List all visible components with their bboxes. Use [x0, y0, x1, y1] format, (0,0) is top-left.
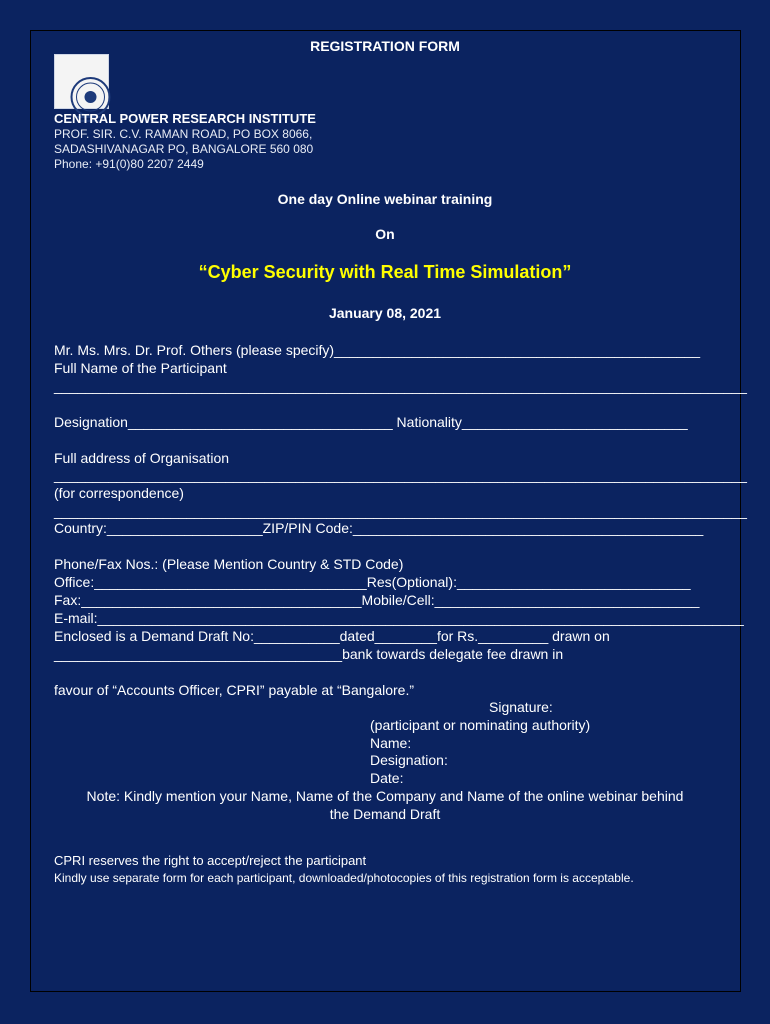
full-name-label: Full Name of the Participant: [54, 360, 227, 376]
email-field[interactable]: E-mail:___________________________________________________________________________________: [54, 610, 744, 626]
event-headline: “Cyber Security with Real Time Simulation”: [198, 262, 572, 282]
full-name-field[interactable]: _________________________________________________________________________________________: [54, 378, 747, 394]
phone-fax-label: Phone/Fax Nos.: (Please Mention Country & STD Code): [54, 556, 404, 572]
note-line1: Note: Kindly mention your Name, Name of the Company and Name of the online webinar behind: [86, 788, 684, 804]
demand-draft-field[interactable]: Enclosed is a Demand Draft No:___________dated________for Rs._________ drawn on: [54, 628, 610, 644]
org-phone: Phone: +91(0)80 2207 2449: [54, 157, 204, 171]
designation-nationality-field[interactable]: Designation__________________________________ Nationality_____________________________: [54, 414, 688, 430]
reserve-note: CPRI reserves the right to accept/reject the participant: [54, 853, 367, 868]
org-address-line1: PROF. SIR. C.V. RAMAN ROAD, PO BOX 8066,: [54, 127, 313, 141]
note-line2: the Demand Draft: [329, 806, 441, 822]
bank-field[interactable]: _____________________________________bank towards delegate fee drawn in: [54, 646, 564, 662]
event-on: On: [375, 226, 395, 242]
salutation-field[interactable]: Mr. Ms. Mrs. Dr. Prof. Others (please specify)_______________________________________________: [54, 342, 701, 358]
fax-mobile-field[interactable]: Fax:____________________________________Mobile/Cell:__________________________________: [54, 592, 700, 608]
separate-form-note: Kindly use separate form for each participant, downloaded/photocopies of this registration form is acceptable.: [54, 871, 634, 885]
form-title: REGISTRATION FORM: [310, 38, 460, 54]
signature-date: Date:: [370, 770, 404, 786]
address-label: Full address of Organisation: [54, 450, 230, 466]
office-res-field[interactable]: Office:___________________________________Res(Optional):______________________________: [54, 574, 691, 590]
address-field-2[interactable]: _________________________________________________________________________________________: [54, 503, 747, 519]
event-date: January 08, 2021: [328, 305, 442, 321]
org-name: CENTRAL POWER RESEARCH INSTITUTE: [54, 111, 316, 126]
signature-authority: (participant or nominating authority): [370, 717, 591, 733]
signature-label: Signature:: [489, 699, 553, 715]
address-field-1[interactable]: _________________________________________________________________________________________: [54, 467, 747, 483]
event-intro: One day Online webinar training: [277, 191, 493, 207]
country-zip-field[interactable]: Country:____________________ZIP/PIN Code:_____________________________________________: [54, 520, 704, 536]
correspondence-label: (for correspondence): [54, 485, 184, 501]
cpri-emblem-icon: [54, 54, 109, 109]
signature-name: Name:: [370, 735, 412, 751]
favour-text: favour of “Accounts Officer, CPRI” payable at “Bangalore.”: [54, 682, 415, 698]
signature-designation: Designation:: [370, 752, 448, 768]
org-address-line2: SADASHIVANAGAR PO, BANGALORE 560 080: [54, 142, 314, 156]
